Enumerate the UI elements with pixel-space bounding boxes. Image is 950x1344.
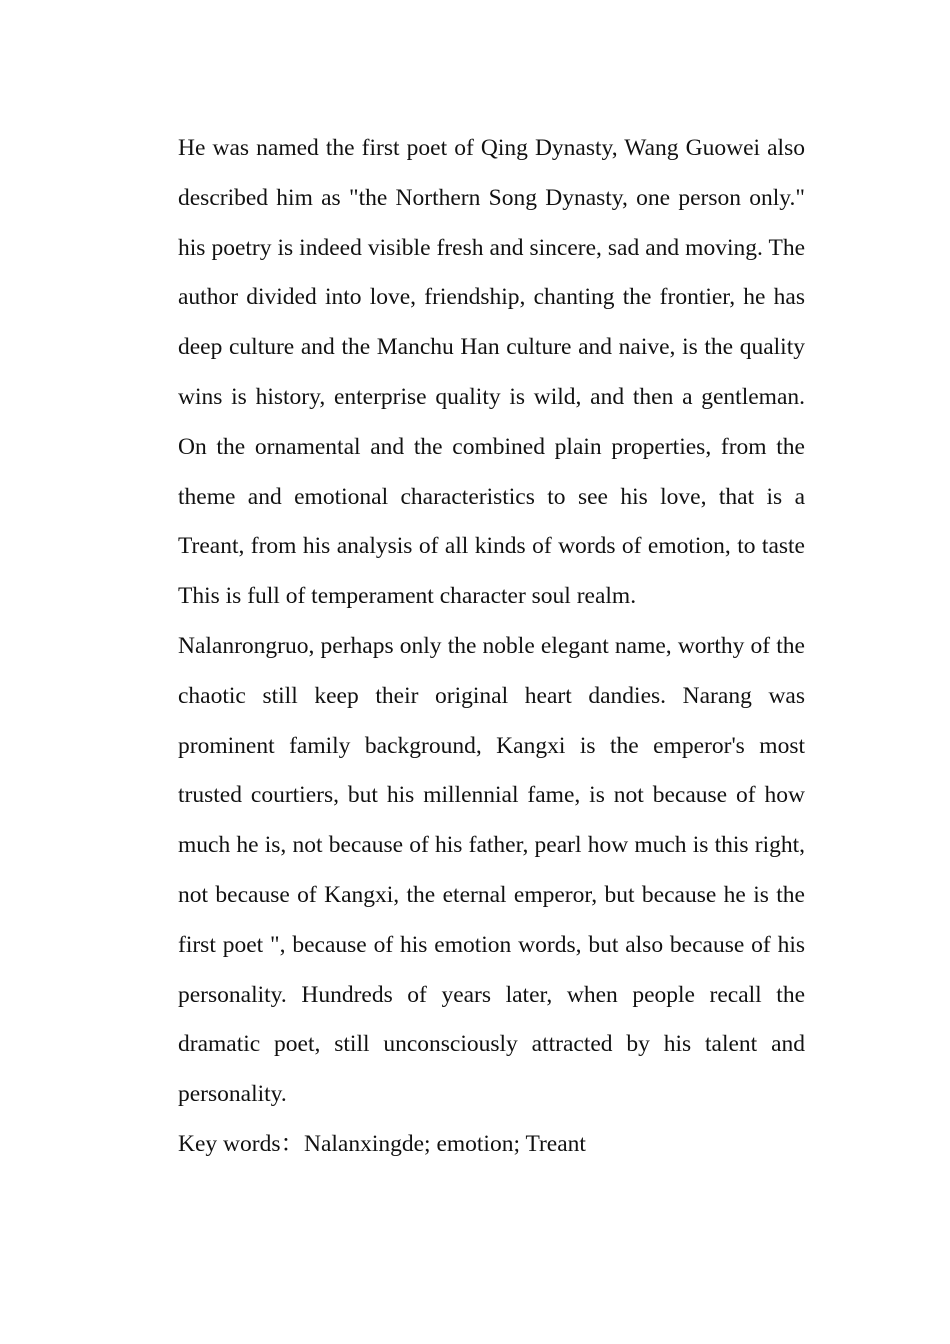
keywords-label: Key words： [178, 1130, 304, 1157]
abstract-paragraph-1: He was named the first poet of Qing Dynasty, Wang Guowei also described him as "the Northern Song Dynasty, one person only." his poetry is indeed visible fresh and sincere, sad and moving. The author divided into love, friendship, chanting the frontier, he has deep culture and the Manchu Han culture and naive, is the quality wins is history, enterprise quality is wild, and then a gentleman. On the ornamental and the combined plain properties, from the theme and emotional characteristics to see his love, that is a Treant, from his analysis of all kinds of words of emotion, to taste This is full of temperament character soul realm. [178, 135, 805, 610]
abstract-body [178, 124, 805, 1170]
abstract-paragraph-2: Nalanrongruo, perhaps only the noble elegant name, worthy of the chaotic still keep their original heart dandies. Narang was prominent family background, Kangxi is the emperor's most trusted courtiers, but his millennial fame, is not because of how much he is, not because of his father, pearl how much is this right, not because of Kangxi, the eternal emperor, but because he is the first poet ", because of his emotion words, but also because of his personality. Hundreds of years later, when people recall the dramatic poet, still unconsciously attracted by his talent and personality. [178, 632, 805, 1108]
keywords-line [178, 1120, 805, 1170]
keywords-value: Nalanxingde; emotion; Treant [303, 1130, 586, 1157]
